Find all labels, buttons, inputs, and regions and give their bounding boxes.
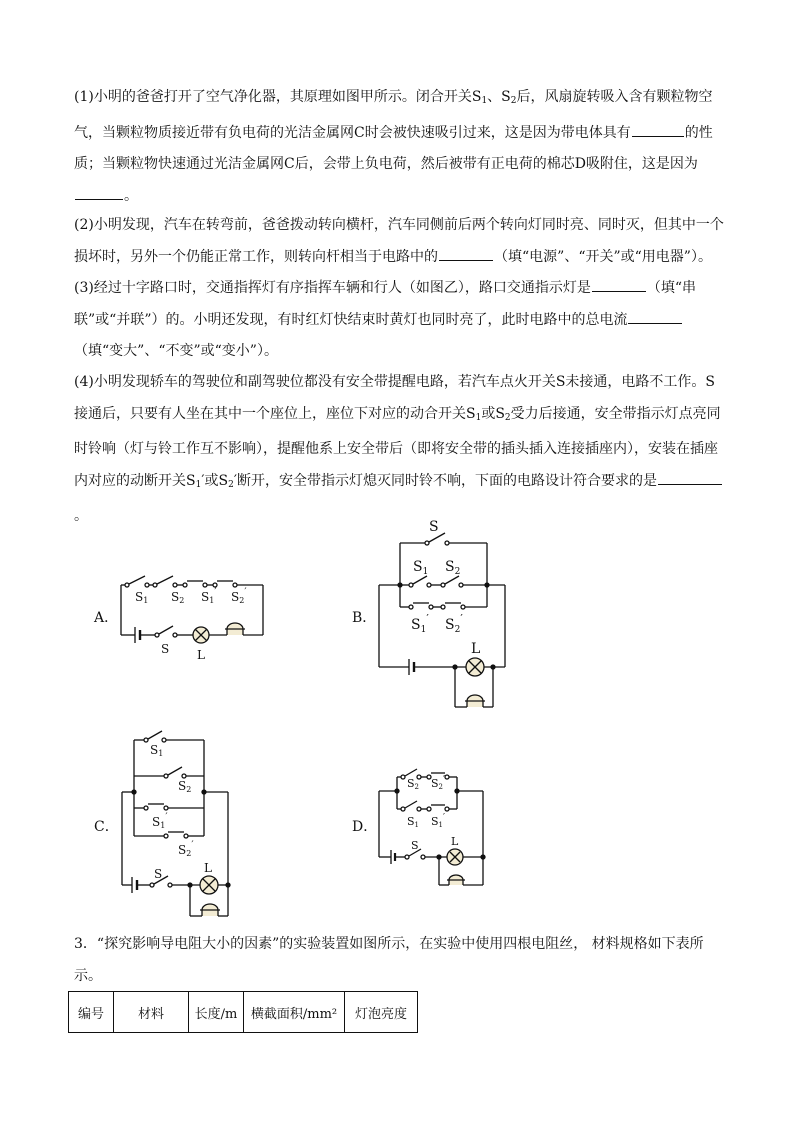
switch-s1-label: S1 [135, 590, 149, 605]
switch-s1-label: S1 [150, 743, 164, 758]
question-1-text-a: 小明的爸爸打开了空气净化器，其原理如图甲所示。闭合开关 [93, 89, 472, 105]
table-header-cell: 材料 [114, 992, 189, 1033]
question-1 [74, 82, 724, 212]
switch-s1-subscript: 1 [475, 412, 482, 423]
question-3-text-b: （填“串联”或“并联”）的。小明还发现，有时红灯快结束时黄灯也同时亮了，此时电路中的总电流 [74, 280, 697, 328]
lamp-label: L [451, 835, 459, 848]
switch-s2-label: S2 [171, 590, 185, 605]
switch-s1-prime-subscript: 1 [195, 479, 202, 490]
question-4 [74, 367, 724, 533]
answer-blank-1a[interactable] [632, 135, 684, 137]
switch-s2-subscript: 2 [504, 412, 511, 423]
question-1-text-c: 的性质；当颗粒物快速通过光洁金属网C后，会带上负电荷，然后被带有正电荷的棉芯D吸附住，这是因为 [74, 124, 713, 172]
answer-blank-2[interactable] [439, 259, 493, 261]
switch-s1-prime-label: S1′ [431, 813, 446, 829]
question-5-text: “探究影响导电阻大小的因素”的实验装置如图所示，在实验中使用四根电阻丝， 材料规格如下表所示。 [74, 936, 704, 984]
circuit-diagram-a [115, 565, 275, 662]
answer-blank-3a[interactable] [592, 290, 646, 292]
switch-s2-symbol: S [501, 89, 511, 105]
table-header-cell: 横截面积/mm² [244, 992, 345, 1033]
question-5 [74, 928, 724, 992]
question-1-label: (1) [74, 89, 94, 105]
question-3-text-a: 经过十字路口时，交通指挥灯有序指挥车辆和行人（如图乙），路口交通指示灯是 [93, 280, 591, 296]
option-c-label[interactable]: C． [94, 819, 119, 835]
question-1-text-d: 。 [124, 187, 138, 204]
switch-s2-prime-label: S2′ [178, 840, 194, 858]
circuit-diagram-b [375, 515, 515, 710]
option-b-label[interactable]: B． [352, 610, 377, 626]
switch-s-label: S [411, 839, 419, 852]
switch-s1-prime-label: S1′ [201, 587, 217, 605]
switch-s-label: S [154, 867, 163, 881]
question-4-text-b: 受力后接通，安全带指示灯点亮同时铃响（灯与铃工作互不影响），提醒他系上安全带后（即将安全带的插头插入连接插座内），安装在插座内对应的动断开关 [74, 405, 721, 489]
table-header-row [69, 992, 418, 1033]
question-2 [74, 210, 724, 273]
question-2-text-a: 小明发现，汽车在转弯前，爸爸拨动转向横杆，汽车同侧前后两个转向灯同时亮、同时灭，但其中一个损坏时，另外一个仍能正常工作，则转向杆相当于电路中的 [74, 217, 724, 265]
lamp-label: L [204, 861, 212, 875]
question-3 [74, 273, 724, 368]
option-d-label[interactable]: D． [352, 819, 378, 835]
answer-blank-3b[interactable] [628, 322, 682, 324]
lamp-label: L [197, 648, 205, 662]
answer-blank-1b[interactable] [75, 198, 123, 200]
switch-s2-prime-label: S2′ [431, 775, 446, 791]
switch-s2-subscript: 2 [510, 96, 517, 106]
option-a-label[interactable]: A． [94, 610, 119, 626]
switch-s1-subscript: 1 [481, 96, 488, 106]
circuit-diagram-c [120, 728, 240, 918]
question-3-text-c: （填“变大”、“不变”或“变小”）。 [74, 343, 278, 359]
prime-mark: ′ [201, 472, 205, 489]
switch-s1-label: $S_1$ [413, 559, 429, 577]
switch-s2-prime-subscript: 2 [228, 479, 234, 490]
question-number: 3． [74, 936, 97, 952]
question-4-text-a: 小明发现轿车的驾驶位和副驾驶位都没有安全带提醒电路，若汽车点火开关S未接通，电路不工作。S接通后，只要有人坐在其中一个座位上，座位下对应的动合开关 [74, 374, 716, 422]
switch-s1-symbol: S [471, 89, 482, 105]
question-4-label: (4) [74, 374, 94, 390]
question-1-text-b: 后，风扇旋转吸入含有颗粒物空气，当颗粒物质接近带有负电荷的光洁金属网C时会被快速吸引过来，这是因为带电体具有 [74, 89, 713, 141]
question-4-text-c: 断开，安全带指示灯熄灭同时铃不响，下面的电路设计符合要求的是 [237, 472, 658, 489]
separator: 、 [487, 89, 502, 105]
switch-s-label: S [161, 642, 170, 656]
lamp-label: L [471, 641, 481, 657]
table-header-cell: 灯泡亮度 [345, 992, 418, 1033]
switch-s1-prime-label: $S_1'$ [411, 612, 429, 635]
table-header-cell: 编号 [69, 992, 114, 1033]
circuit-diagram-d [375, 765, 495, 890]
switch-s1-symbol: S [466, 405, 476, 422]
answer-blank-4[interactable] [658, 483, 722, 485]
switch-s2-label: S2 [407, 777, 420, 791]
switch-s1-label: S1 [407, 815, 420, 829]
switch-s-label: S [429, 519, 439, 535]
switch-s1-prime-symbol: S [186, 472, 196, 489]
question-4-text-d: 。 [74, 508, 88, 524]
switch-s2-prime-label: S2′ [231, 587, 247, 605]
switch-s2-symbol: S [495, 405, 505, 422]
question-2-label: (2) [74, 217, 94, 233]
or-text: 或 [204, 472, 219, 489]
switch-s2-label: S2 [178, 779, 192, 794]
resistance-wire-table [68, 991, 418, 1033]
switch-s2-label: $S_2$ [445, 559, 461, 577]
table-header-cell: 长度/m [189, 992, 244, 1033]
switch-s1-prime-label: S1′ [152, 812, 168, 830]
question-2-text-b: （填“电源”、“开关”或“用电器”）。 [494, 248, 712, 265]
or-text: 或 [481, 405, 496, 422]
question-3-label: (3) [74, 280, 94, 296]
switch-s2-prime-label: $S_2'$ [445, 612, 463, 635]
switch-s2-prime-symbol: S [218, 472, 229, 489]
prime-mark: ′ [233, 472, 238, 489]
